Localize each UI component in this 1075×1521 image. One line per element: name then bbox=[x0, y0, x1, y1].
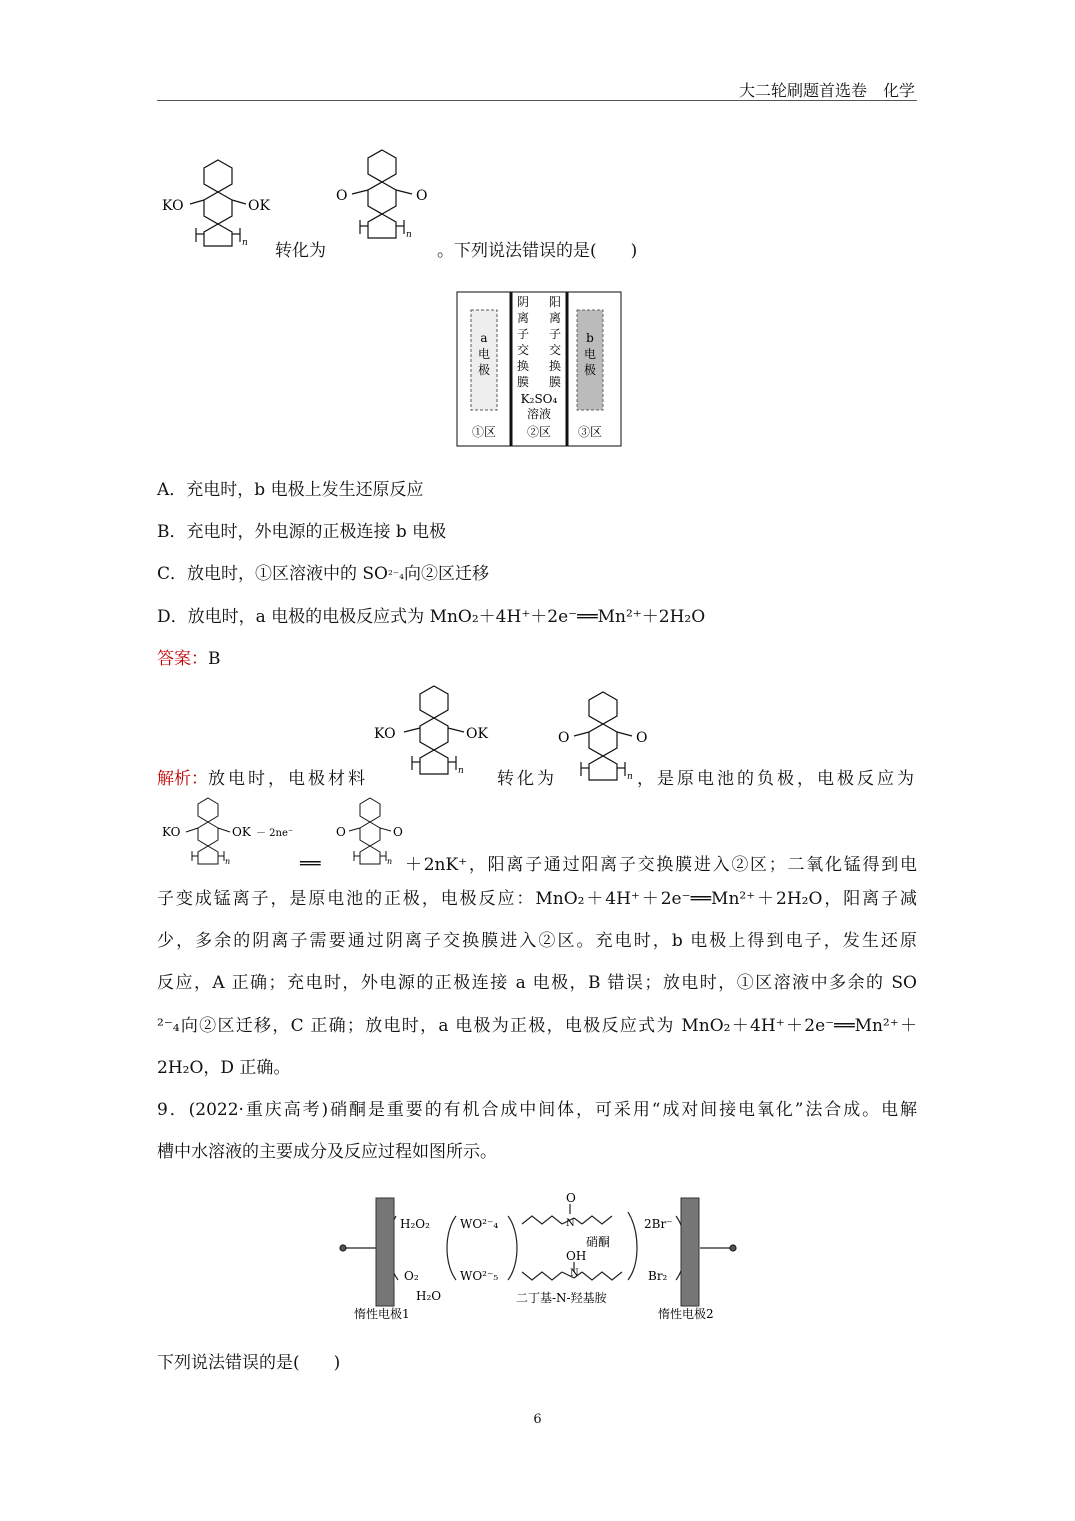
analysis-line1-c: ，是原电池的负极，电极反应为 bbox=[637, 769, 917, 789]
eq-minus-2ne: － 2ne⁻ bbox=[256, 828, 294, 839]
anion-membrane-6: 膜 bbox=[516, 375, 530, 389]
eq-n: n bbox=[225, 857, 231, 866]
molecule-anthraquinone-polymer bbox=[322, 142, 442, 252]
mol-o-left: O bbox=[336, 188, 348, 204]
analysis-line-4: 少，多余的阴离子需要通过阴离子交换膜进入②区。充电时，b 电极上得到电子，发生还原 bbox=[157, 931, 917, 951]
option-b[interactable]: B．充电时，外电源的正极连接 b 电极 bbox=[157, 522, 447, 542]
analysis-o-left: O bbox=[558, 730, 570, 746]
a-electrode-1: a bbox=[480, 331, 488, 345]
convert-word: 转化为 bbox=[275, 241, 326, 261]
analysis-line-5: 反应，A 正确；充电时，外电源的正极连接 a 电极，B 错误；放电时，①区溶液中多余的 SO bbox=[157, 973, 917, 993]
page-number: 6 bbox=[533, 1412, 542, 1427]
molecule-ko-anthracene-polymer bbox=[158, 150, 278, 250]
zone-1: ①区 bbox=[471, 425, 497, 439]
a-electrode-2: 电 bbox=[477, 347, 491, 361]
eq-o-left: O bbox=[336, 825, 346, 839]
mol-n-label: n bbox=[242, 238, 248, 248]
nitrone-n: N bbox=[566, 1218, 575, 1229]
anion-membrane-3: 子 bbox=[516, 327, 530, 341]
b-electrode-2: 电 bbox=[583, 347, 597, 361]
analysis-n-2: n bbox=[627, 772, 633, 782]
eq-n-2: n bbox=[387, 857, 393, 866]
anion-membrane-5: 换 bbox=[516, 359, 530, 373]
q9-reaction-diagram bbox=[336, 1188, 740, 1324]
h2o2-label: H₂O₂ bbox=[400, 1217, 430, 1231]
cation-membrane-2: 离 bbox=[548, 311, 562, 325]
header-title: 大二轮刷题首选卷 化学 bbox=[738, 81, 915, 100]
page-header bbox=[157, 78, 917, 101]
anion-membrane-4: 交 bbox=[516, 343, 530, 357]
wo5-label: WO²⁻₅ bbox=[460, 1269, 499, 1283]
br2-label: Br₂ bbox=[648, 1269, 668, 1283]
analysis-line-2: ＋2nK⁺，阳离子通过阳离子交换膜进入②区；二氧化锰得到电 bbox=[405, 855, 917, 875]
analysis-ok: OK bbox=[466, 726, 488, 742]
solution-label: 溶液 bbox=[526, 407, 552, 421]
analysis-line-6: ²⁻₄向②区迁移，C 正确；放电时，a 电极为正极，电极反应式为 MnO₂＋4H⁺＋2e⁻══Mn²⁺＋ bbox=[157, 1016, 917, 1036]
nitrone-label: 硝酮 bbox=[586, 1235, 611, 1249]
analysis-ko: KO bbox=[374, 726, 396, 742]
wo4-label: WO²⁻₄ bbox=[460, 1217, 499, 1231]
electrode2-label: 惰性电极2 bbox=[658, 1307, 714, 1321]
option-c[interactable] bbox=[157, 563, 489, 586]
cation-membrane-4: 交 bbox=[548, 343, 562, 357]
solution-formula: K₂SO₄ bbox=[520, 392, 558, 406]
hydroxylamine-label: 二丁基-N-羟基胺 bbox=[516, 1291, 607, 1305]
option-a[interactable]: A．充电时，b 电极上发生还原反应 bbox=[157, 480, 424, 500]
option-c-post: 向②区迁移 bbox=[403, 564, 489, 584]
electrolysis-cell-diagram bbox=[455, 290, 623, 448]
eq-ok: OK bbox=[232, 825, 251, 839]
o2-label: O₂ bbox=[404, 1269, 419, 1283]
analysis-label: 解析： bbox=[157, 769, 208, 789]
h2o-label: H₂O bbox=[416, 1289, 442, 1303]
answer-line bbox=[157, 648, 221, 670]
eq-o-right: O bbox=[393, 825, 403, 839]
analysis-o-right: O bbox=[636, 730, 648, 746]
analysis-line-1 bbox=[157, 768, 917, 790]
answer-label: 答案： bbox=[157, 649, 208, 669]
analysis-line-7: 2H₂O，D 正确。 bbox=[157, 1058, 291, 1078]
analysis-line-3: 子变成锰离子，是原电池的正极，电极反应：MnO₂＋4H⁺＋2e⁻══Mn²⁺＋2H₂O，阳离子减 bbox=[157, 889, 917, 909]
oh-label: OH bbox=[566, 1249, 587, 1263]
electrode1-label: 惰性电极1 bbox=[354, 1307, 410, 1321]
anion-membrane-2: 离 bbox=[516, 311, 530, 325]
b-electrode-1: b bbox=[586, 331, 594, 345]
zone-2: ②区 bbox=[526, 425, 552, 439]
analysis-n: n bbox=[458, 766, 464, 776]
b-electrode-3: 极 bbox=[583, 363, 597, 377]
option-d[interactable]: D．放电时，a 电极的电极反应式为 MnO₂＋4H⁺＋2e⁻══Mn²⁺＋2H₂O bbox=[157, 607, 706, 627]
q9-line-1: 9．(2022·重庆高考)硝酮是重要的有机合成中间体，可采用“成对间接电氧化”法合成。电解 bbox=[157, 1100, 917, 1120]
cation-membrane-1: 阳 bbox=[548, 295, 562, 309]
cation-membrane-5: 换 bbox=[548, 359, 562, 373]
br-ion-label: 2Br⁻ bbox=[644, 1217, 673, 1231]
answer-value: B bbox=[208, 649, 221, 669]
equation-molecule-quinone bbox=[330, 794, 410, 870]
analysis-line1-b: 转化为 bbox=[497, 769, 557, 789]
a-electrode-3: 极 bbox=[477, 363, 491, 377]
cation-membrane-6: 膜 bbox=[548, 375, 562, 389]
mol-ko-label: KO bbox=[162, 198, 184, 214]
option-c-ion: ²⁻₄ bbox=[388, 568, 404, 582]
equation-sign: ══ bbox=[300, 854, 321, 874]
amine-n: N bbox=[570, 1268, 579, 1279]
anion-membrane-1: 阴 bbox=[516, 295, 530, 309]
analysis-line1-a: 放电时，电极材料 bbox=[208, 769, 368, 789]
option-c-pre: C．放电时，①区溶液中的 SO bbox=[157, 564, 388, 584]
mol-n-label-2: n bbox=[406, 230, 412, 240]
q9-question: 下列说法错误的是( ) bbox=[157, 1353, 341, 1373]
zone-3: ③区 bbox=[577, 425, 603, 439]
question-tail: 。下列说法错误的是( ) bbox=[437, 241, 638, 261]
equation-molecule-ko bbox=[158, 794, 308, 870]
eq-ko: KO bbox=[162, 825, 181, 839]
oxy-label: O bbox=[566, 1191, 576, 1205]
mol-ok-label: OK bbox=[248, 198, 270, 214]
cation-membrane-3: 子 bbox=[548, 327, 562, 341]
q9-line-2: 槽中水溶液的主要成分及反应过程如图所示。 bbox=[157, 1142, 497, 1162]
mol-o-right: O bbox=[416, 188, 428, 204]
